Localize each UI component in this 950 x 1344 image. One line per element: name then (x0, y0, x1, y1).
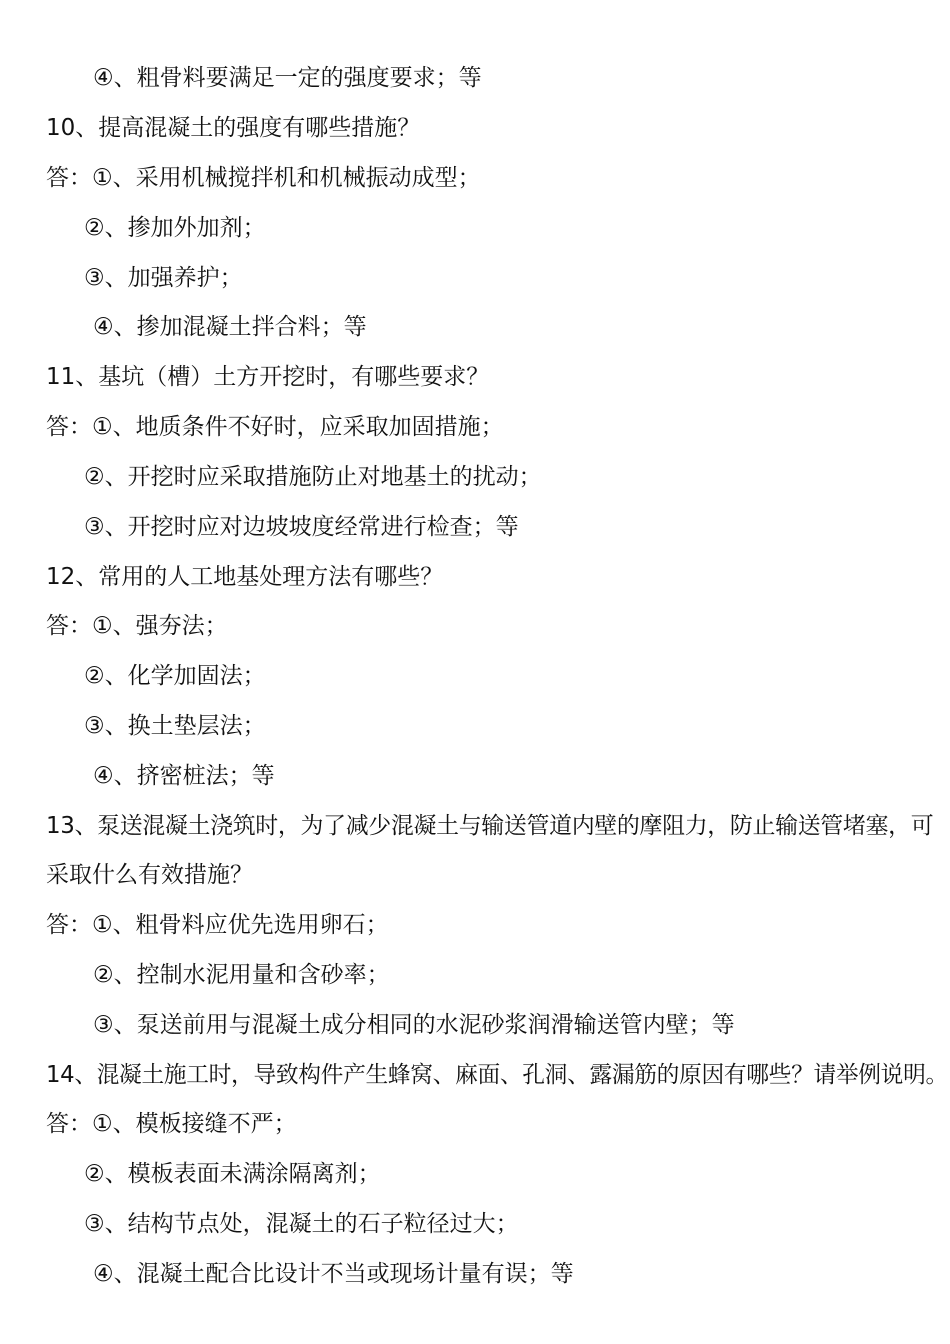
answer-item: 答：①、强夯法； (46, 613, 228, 639)
answer-item: 答：①、模板接缝不严； (46, 1111, 297, 1137)
answer-item: 答：①、采用机械搅拌机和机械振动成型； (46, 165, 481, 191)
answer-item: ②、化学加固法； (84, 663, 266, 689)
answer-item: ④、粗骨料要满足一定的强度要求；等 (93, 65, 482, 91)
answer-item: ②、开挖时应采取措施防止对地基土的扰动； (84, 464, 542, 490)
answer-item: ③、开挖时应对边坡坡度经常进行检查；等 (84, 514, 519, 540)
question-10: 10、提高混凝土的强度有哪些措施？ (46, 115, 421, 141)
question-14: 14、混凝土施工时，导致构件产生蜂窝、麻面、孔洞、露漏筋的原因有哪些？请举例说明。 (46, 1062, 948, 1088)
question-12: 12、常用的人工地基处理方法有哪些？ (46, 564, 444, 590)
answer-item: ③、泵送前用与混凝土成分相同的水泥砂浆润滑输送管内壁；等 (93, 1012, 735, 1038)
answer-item: ②、掺加外加剂； (84, 215, 266, 241)
question-13-cont: 采取什么有效措施？ (46, 862, 253, 888)
answer-item: ②、控制水泥用量和含砂率； (93, 962, 390, 988)
question-13: 13、泵送混凝土浇筑时，为了减少混凝土与输送管道内壁的摩阻力，防止输送管堵塞，可 (46, 813, 934, 839)
question-11: 11、基坑（槽）土方开挖时，有哪些要求？ (46, 364, 490, 390)
answer-item: 答：①、粗骨料应优先选用卵石； (46, 912, 389, 938)
answer-item: ②、模板表面未满涂隔离剂； (84, 1161, 381, 1187)
answer-item: ③、结构节点处，混凝土的石子粒径过大； (84, 1211, 519, 1237)
answer-item: ④、混凝土配合比设计不当或现场计量有误；等 (93, 1261, 574, 1287)
answer-item: ③、加强养护； (84, 265, 243, 291)
answer-item: 答：①、地质条件不好时，应采取加固措施； (46, 414, 504, 440)
answer-item: ③、换土垫层法； (84, 713, 266, 739)
answer-item: ④、挤密桩法；等 (93, 763, 275, 789)
answer-item: ④、掺加混凝土拌合料；等 (93, 314, 367, 340)
